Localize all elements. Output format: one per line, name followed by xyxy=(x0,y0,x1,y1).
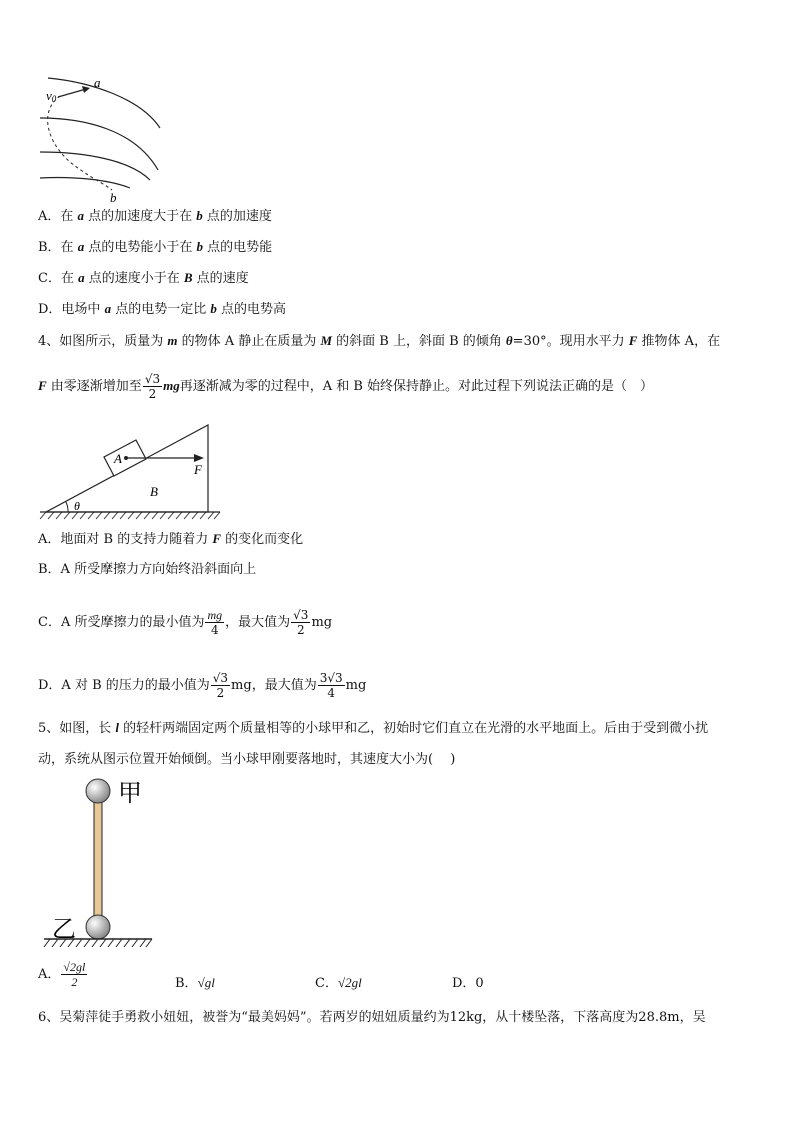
label-yi: 乙 xyxy=(52,917,76,943)
label-theta: θ xyxy=(74,499,80,513)
q4-stem-line2: F 由零逐渐增加至 $\frac{√3}{2}$ mg再逐渐减为零的过程中，A 和 B 始终保持静止。对此过程下列说法正确的是（ ） xyxy=(38,372,654,401)
label-incline-b: B xyxy=(150,484,158,499)
q3-option-b: B．在 a 点的电势能小于在 b 点的电势能 xyxy=(38,239,273,255)
fraction: $\frac{3√3}{4}$ xyxy=(319,671,343,700)
angle-arc xyxy=(66,502,68,512)
q3-option-c: C．在 a 点的速度小于在 B 点的速度 xyxy=(38,270,249,286)
field-line-4 xyxy=(40,177,130,188)
q4-option-a: A．地面对 B 的支持力随着力 F 的变化而变化 xyxy=(38,531,304,547)
rod-balls-figure xyxy=(40,775,170,955)
q4-option-d: D．A 对 B 的压力的最小值为 $\frac{√3}{2}$ mg，最大值为 $\frac{3√3}{4}$ mg xyxy=(38,671,367,700)
q5-option-d: D．0 xyxy=(452,976,484,991)
velocity-arrow xyxy=(58,89,86,97)
label-jia: 甲 xyxy=(118,781,142,807)
q5-stem-line1: 5、如图，长 l 的轻杆两端固定两个质量相等的小球甲和乙，初始时它们直立在光滑的水平地面上。后由于受到微小扰 xyxy=(38,720,709,736)
q3-option-a: A．在 a 点的加速度大于在 b 点的加速度 xyxy=(38,208,272,224)
ball-yi xyxy=(86,915,110,939)
label-b: b xyxy=(110,190,117,205)
force-f-arrowhead xyxy=(194,454,204,462)
label-a: a xyxy=(94,75,101,90)
q5-option-c: C．√2gl xyxy=(315,975,362,991)
q5-stem-line2: 动，系统从图示位置开始倾倒。当小球甲刚要落地时，其速度大小为( ) xyxy=(38,752,456,767)
fraction: $\frac{√3}{2}$ xyxy=(293,608,309,637)
field-line-1 xyxy=(48,78,160,128)
q5-option-a: A． $\frac{√2gl}{2}$ xyxy=(38,960,86,989)
label-v0: v0 xyxy=(46,88,57,104)
field-lines-figure xyxy=(30,70,170,205)
velocity-arrowhead xyxy=(82,86,90,93)
fraction: $\frac{mg}{4}$ xyxy=(207,608,223,637)
q4-option-b: B．A 所受摩擦力方向始终沿斜面向上 xyxy=(38,562,257,577)
ground-hatching xyxy=(40,512,220,519)
q6-stem-line1: 6、吴菊萍徒手勇救小妞妞，被誉为“最美妈妈”。若两岁的妞妞质量约为12kg，从十楼坠落，下落高度为28.8m，吴 xyxy=(38,1010,706,1025)
fraction: $\frac{√2gl}{2}$ xyxy=(63,960,86,989)
ball-jia xyxy=(86,779,110,803)
fraction: $\frac{√3}{2}$ xyxy=(144,372,161,401)
rod xyxy=(94,797,102,917)
fraction: $\frac{√3}{2}$ xyxy=(212,671,229,700)
q4-stem-line1: 4、如图所示，质量为 m 的物体 A 静止在质量为 M 的斜面 B 上，斜面 B 的倾角 θ=30°。现用水平力 F 推物体 A，在 xyxy=(38,333,721,349)
q5-option-b: B．√gl xyxy=(175,975,215,991)
incline-figure xyxy=(38,422,228,522)
field-line-3 xyxy=(40,152,150,180)
label-block-a: A xyxy=(114,451,122,466)
q4-option-c: C．A 所受摩擦力的最小值为 $\frac{mg}{4}$ ，最大值为 $\frac{√3}{2}$ mg xyxy=(38,608,333,637)
trajectory-path xyxy=(48,96,112,190)
field-line-2 xyxy=(40,118,158,170)
q3-option-d: D．电场中 a 点的电势一定比 b 点的电势高 xyxy=(38,301,286,317)
label-force-f: F xyxy=(194,462,202,477)
